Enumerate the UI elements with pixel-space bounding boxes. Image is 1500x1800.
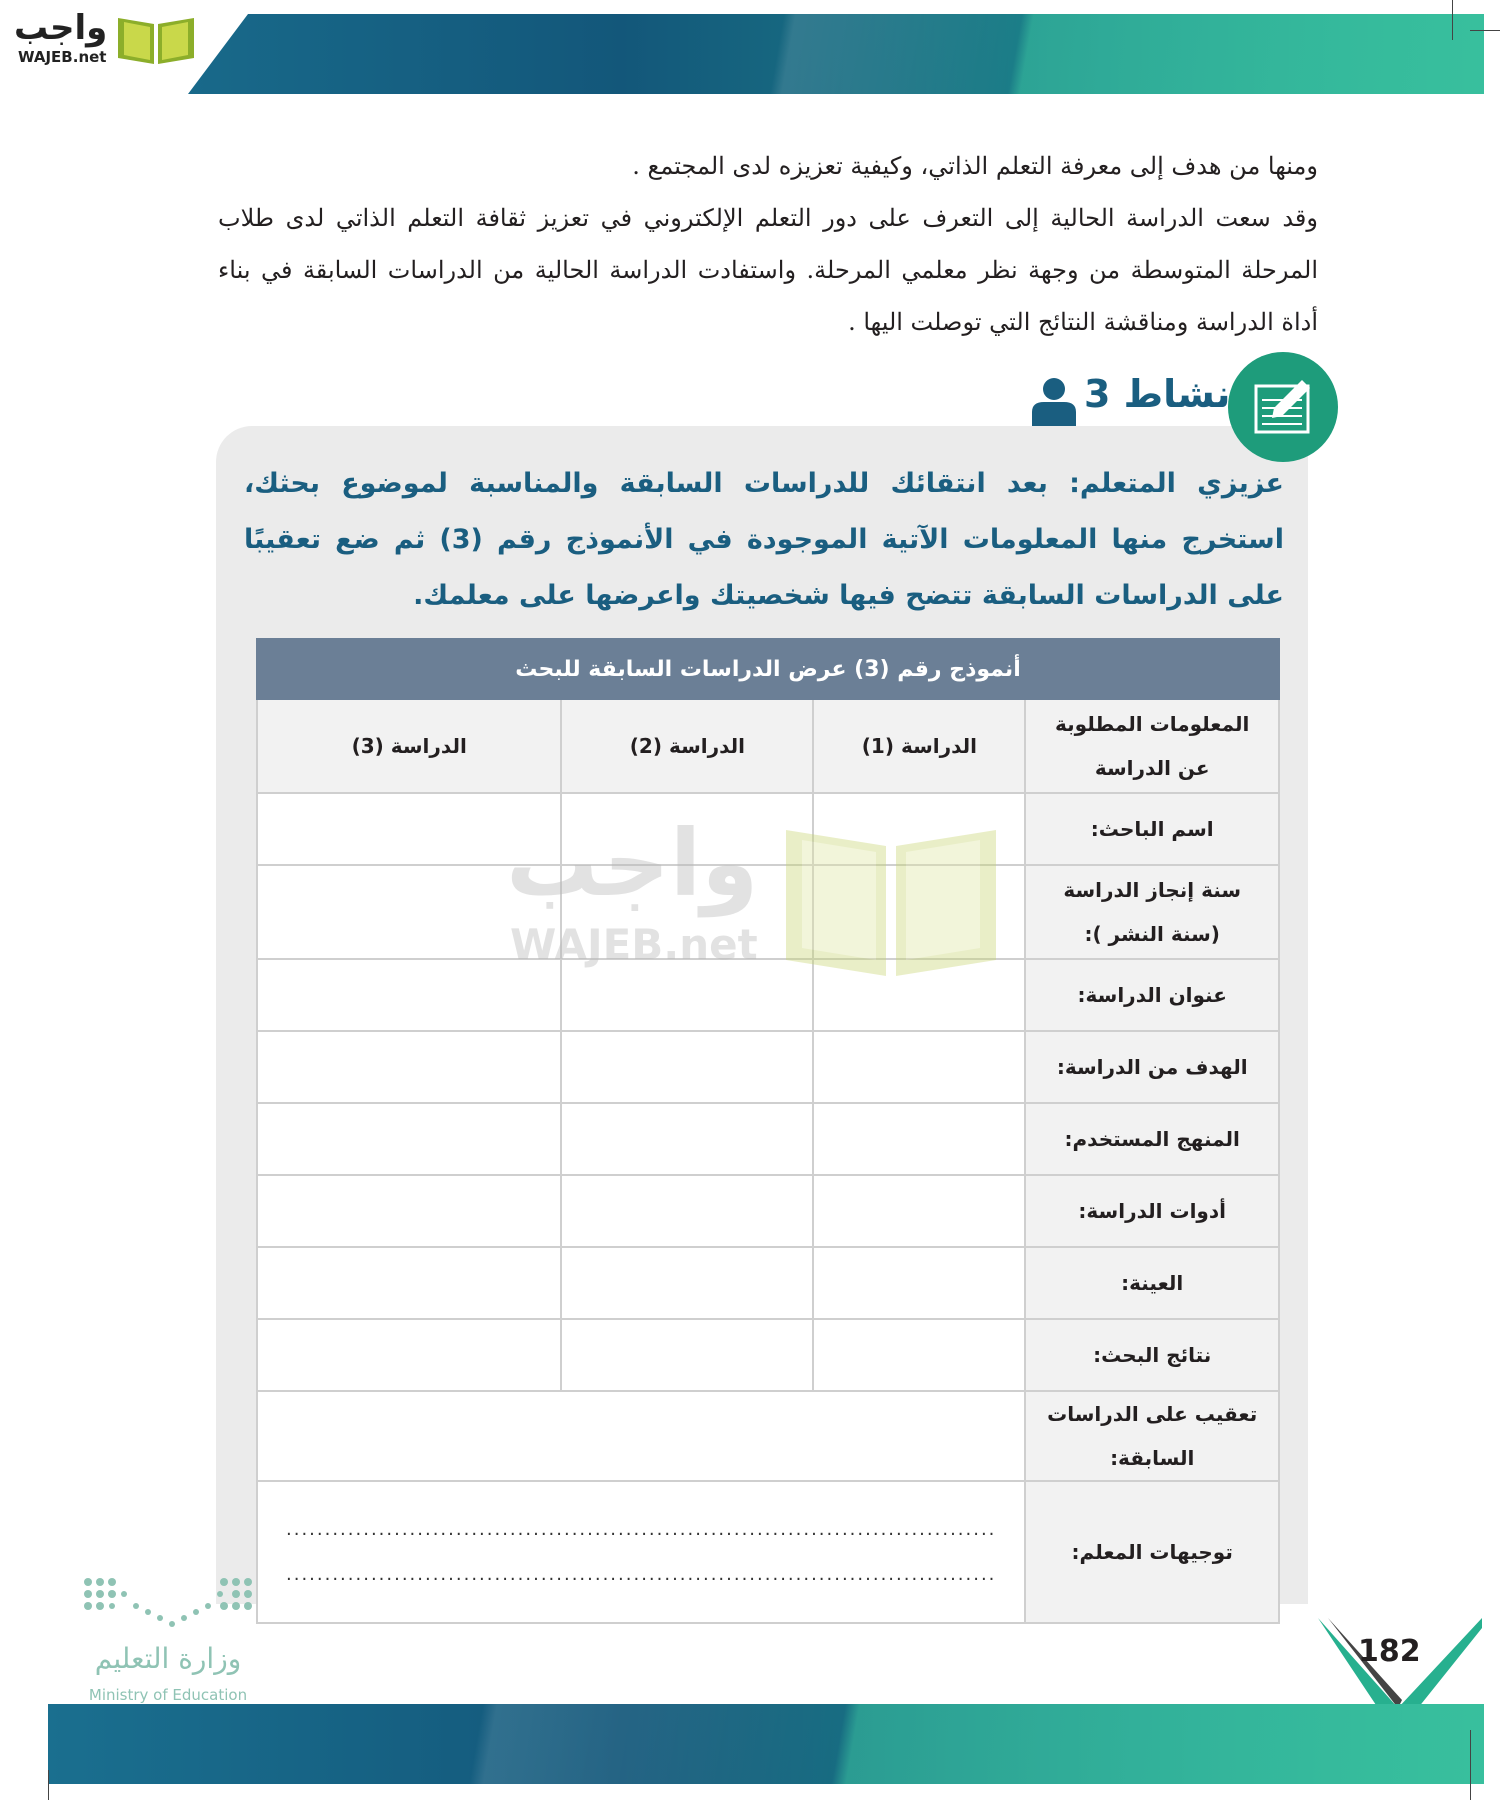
cell-study-3-results[interactable] — [257, 1319, 561, 1391]
body-line-1: ومنها من هدف إلى معرفة التعلم الذاتي، وكيفية تعزيزه لدى المجتمع . — [632, 152, 1318, 180]
top-banner — [48, 14, 1484, 94]
ministry-english-name: Ministry of Education — [88, 1686, 248, 1704]
cell-commentary[interactable] — [257, 1391, 1025, 1481]
cell-study-1-goal[interactable] — [813, 1031, 1025, 1103]
row-label-title: عنوان الدراسة: — [1025, 959, 1279, 1031]
cell-study-2-sample[interactable] — [561, 1247, 813, 1319]
row-label-tools: أدوات الدراسة: — [1025, 1175, 1279, 1247]
watermark-arabic-text: واجب — [506, 810, 759, 917]
ministry-arabic-name: وزارة التعليم — [94, 1642, 242, 1675]
body-paragraph-2: وقد سعت الدراسة الحالية إلى التعرف على دور التعلم الإلكتروني في تعزيز ثقافة التعلم الذاتي لدى طلاب المرحلة المتوسطة من وجهة نظر معلمي المرحلة. واستفادت الدراسة الحالية من الدراسات السابقة في بناء أداة الدراسة ومناقشة النتائج التي توصلت اليها . — [218, 204, 1318, 336]
dotted-line-1: ............................................................................................ — [286, 1519, 997, 1540]
cell-study-3-sample[interactable] — [257, 1247, 561, 1319]
cell-study-2-results[interactable] — [561, 1319, 813, 1391]
header-label-cell: المعلومات المطلوبة عن الدراسة — [1025, 699, 1279, 793]
dotted-line-2: ............................................................................................ — [286, 1564, 997, 1585]
bottom-banner-stripe — [48, 1704, 1484, 1784]
cell-study-1-researcher[interactable] — [813, 793, 1025, 865]
cell-study-1-results[interactable] — [813, 1319, 1025, 1391]
cell-study-2-method[interactable] — [561, 1103, 813, 1175]
crop-mark — [1470, 30, 1500, 31]
row-label-sample: العينة: — [1025, 1247, 1279, 1319]
cell-study-1-sample[interactable] — [813, 1247, 1025, 1319]
wajeb-logo[interactable] — [10, 6, 192, 68]
cell-study-3-title[interactable] — [257, 959, 561, 1031]
ministry-logo — [78, 1572, 258, 1712]
cell-study-3-year[interactable] — [257, 865, 561, 959]
watermark-latin-text: WAJEB.net — [510, 920, 758, 969]
row-label-results: نتائج البحث: — [1025, 1319, 1279, 1391]
row-label-teacher: توجيهات المعلم: — [1025, 1481, 1279, 1623]
activity-instruction: عزيزي المتعلم: بعد انتقائك للدراسات السابقة والمناسبة لموضوع بحثك، استخرج منها المعلومات الآتية الموجودة في الأنموذج رقم (3) ثم ضع تعقيبًا على الدراسات السابقة تتضح فيها شخصيتك واعرضها على معلمك. — [244, 468, 1284, 611]
activity-icon — [1228, 352, 1338, 462]
cell-study-3-goal[interactable] — [257, 1031, 561, 1103]
row-label-method: المنهج المستخدم: — [1025, 1103, 1279, 1175]
cell-study-2-year[interactable] — [561, 865, 813, 959]
cell-study-3-researcher[interactable] — [257, 793, 561, 865]
page-number: 182 — [1358, 1634, 1421, 1669]
cell-study-2-title[interactable] — [561, 959, 813, 1031]
ministry-dots-icon — [78, 1572, 258, 1642]
crop-mark — [1470, 1730, 1471, 1800]
cell-study-3-tools[interactable] — [257, 1175, 561, 1247]
cell-study-2-tools[interactable] — [561, 1175, 813, 1247]
person-icon — [1030, 376, 1078, 426]
logo-latin-text: WAJEB.net — [18, 48, 107, 66]
cell-study-2-researcher[interactable] — [561, 793, 813, 865]
crop-mark — [48, 1770, 49, 1800]
column-study-1: الدراسة (1) — [813, 699, 1025, 793]
row-label-year: سنة إنجاز الدراسة (سنة النشر ): — [1025, 865, 1279, 959]
form-title: أنموذج رقم (3) عرض الدراسات السابقة للبحث — [257, 639, 1279, 699]
row-label-goal: الهدف من الدراسة: — [1025, 1031, 1279, 1103]
logo-arabic-text: واجب — [14, 8, 108, 48]
cell-study-3-method[interactable] — [257, 1103, 561, 1175]
cell-study-2-goal[interactable] — [561, 1031, 813, 1103]
top-banner-stripe — [308, 14, 1484, 94]
cell-study-1-method[interactable] — [813, 1103, 1025, 1175]
crop-mark — [1452, 0, 1453, 40]
bottom-banner — [48, 1704, 1484, 1784]
cell-study-1-tools[interactable] — [813, 1175, 1025, 1247]
studies-form-table — [256, 638, 1280, 1624]
cell-study-1-year[interactable] — [813, 865, 1025, 959]
row-label-commentary: تعقيب على الدراسات السابقة: — [1025, 1391, 1279, 1481]
column-study-3: الدراسة (3) — [257, 699, 561, 793]
column-study-2: الدراسة (2) — [561, 699, 813, 793]
row-label-researcher: اسم الباحث: — [1025, 793, 1279, 865]
cell-study-1-title[interactable] — [813, 959, 1025, 1031]
cell-teacher-notes[interactable] — [257, 1481, 1025, 1623]
notebook-pen-icon — [1252, 378, 1314, 436]
book-icon — [114, 10, 198, 66]
activity-title: نشاط 3 — [1084, 372, 1231, 416]
